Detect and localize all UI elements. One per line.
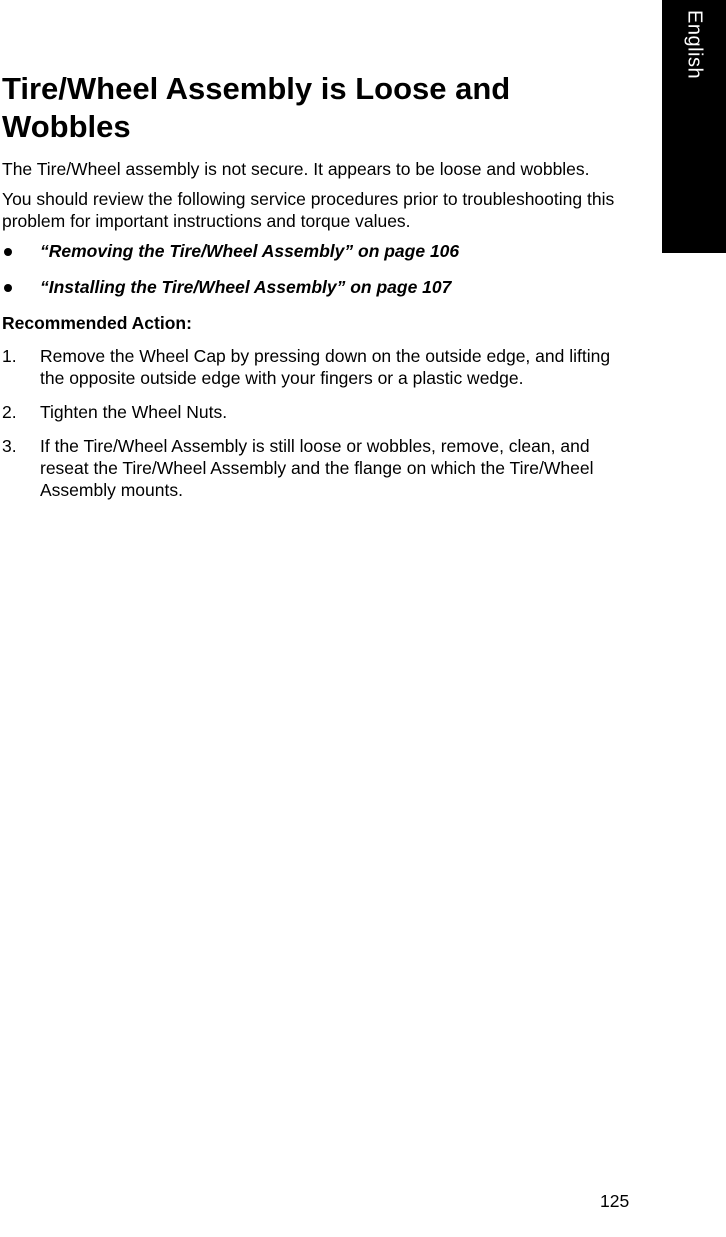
- step-number: 1.: [2, 346, 17, 366]
- step-text: Tighten the Wheel Nuts.: [40, 402, 228, 422]
- bullet-icon: [4, 248, 12, 256]
- reference-list: [2, 240, 638, 298]
- bullet-icon: [4, 284, 12, 292]
- language-tab-label: English: [683, 10, 706, 80]
- language-tab: [662, 0, 726, 253]
- reference-link-installing[interactable]: “Installing the Tire/Wheel Assembly” on page 107: [40, 277, 452, 297]
- recommended-action-heading: Recommended Action:: [2, 313, 192, 333]
- step-text: Remove the Wheel Cap by pressing down on the outside edge, and lifting the opposite outside edge with your fingers or a plastic wedge.: [40, 346, 611, 388]
- intro-paragraph: The Tire/Wheel assembly is not secure. It appears to be loose and wobbles.: [2, 159, 590, 179]
- step-item: [2, 435, 638, 501]
- reference-link-removing[interactable]: “Removing the Tire/Wheel Assembly” on page 106: [40, 241, 460, 261]
- page-number: 125: [600, 1191, 630, 1211]
- step-number: 3.: [2, 436, 17, 456]
- step-item: [2, 401, 638, 423]
- section-title: Tire/Wheel Assembly is Loose and Wobbles: [2, 71, 511, 144]
- step-number: 2.: [2, 402, 17, 422]
- document-body: [2, 70, 638, 513]
- action-steps: [2, 345, 638, 501]
- step-item: [2, 345, 638, 389]
- review-note-paragraph: You should review the following service procedures prior to troubleshooting this problem for important instructions and torque values.: [2, 189, 615, 231]
- reference-item: [2, 240, 638, 262]
- reference-item: [2, 276, 638, 298]
- step-text: If the Tire/Wheel Assembly is still loose or wobbles, remove, clean, and reseat the Tire/Wheel Assembly and the flange on which the Tire/Wheel Assembly mounts.: [40, 436, 594, 500]
